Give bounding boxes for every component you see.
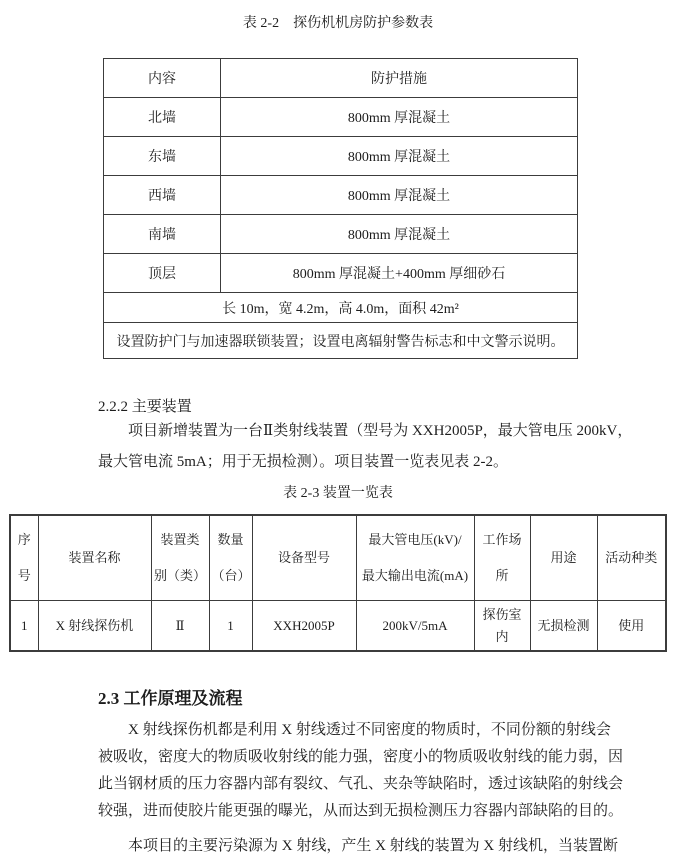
header-line: 数量: [217, 532, 244, 547]
paragraph-line: X 射线探伤机都是利用 X 射线透过不同密度的物质时，不同份额的射线会: [128, 722, 611, 738]
data-line: X 射线探伤机: [55, 617, 134, 633]
header-cell: [252, 515, 356, 601]
safety-note-row: [104, 323, 578, 359]
data-cell: [209, 601, 252, 652]
section-2-3-paragraph-2: [0, 833, 676, 860]
header-cell: [38, 515, 151, 601]
table-row: [104, 98, 578, 137]
data-line: 探伤室: [482, 606, 522, 622]
data-line: 1: [227, 617, 234, 633]
row-label: 北墙: [104, 98, 221, 137]
header-line: 别（类）: [153, 568, 206, 583]
data-cell: [530, 601, 597, 652]
header-line: 装置名称: [68, 550, 121, 565]
header-cell: [474, 515, 530, 601]
paragraph-line: 此当钢材质的压力容器内部有裂纹、气孔、夹杂等缺陷时，透过该缺陷的射线会: [98, 776, 624, 792]
data-cell: [38, 601, 151, 652]
row-label: 顶层: [104, 254, 221, 293]
header-line: （台）: [211, 568, 251, 583]
header-line: 设备型号: [277, 550, 330, 565]
header-cell: [356, 515, 474, 601]
header-cell: [530, 515, 597, 601]
data-line: 无损检测: [537, 617, 590, 633]
header-line: 所: [495, 568, 509, 583]
data-line: Ⅱ: [175, 617, 185, 633]
table-row: [104, 176, 578, 215]
header-line: 序: [17, 532, 31, 547]
paragraph-line: 项目新增装置为一台Ⅱ类射线装置（型号为 XXH2005P，最大管电压 200kV，: [128, 423, 633, 439]
header-line: 最大管电压(kV)/: [368, 532, 462, 547]
row-value: 防护措施: [221, 59, 578, 98]
data-line: 1: [21, 617, 28, 633]
header-cell: [10, 515, 38, 601]
section-2-2-2-heading: 2.2.2 主要装置: [98, 399, 192, 415]
header-line: 最大输出电流(mA): [361, 568, 469, 583]
row-label: 内容: [104, 59, 221, 98]
table-row: [104, 215, 578, 254]
header-line: 用途: [550, 550, 577, 565]
row-label: 东墙: [104, 137, 221, 176]
paragraph-line: 被吸收，密度大的物质吸收射线的能力强，密度小的物质吸收射线的能力弱，因: [98, 749, 624, 765]
device-table-header-row: [10, 515, 666, 601]
data-cell: [151, 601, 209, 652]
data-line: XXH2005P: [273, 617, 335, 633]
row-value: 800mm 厚混凝土+400mm 厚细砂石: [221, 254, 578, 293]
device-list-table: [9, 514, 667, 652]
room-dimensions-row: [104, 293, 578, 323]
row-value: 800mm 厚混凝土: [221, 137, 578, 176]
protection-parameters-table: [103, 58, 578, 359]
paragraph-line: 较强，进而使胶片能更强的曝光，从而达到无损检测压力容器内部缺陷的目的。: [98, 803, 624, 819]
header-line: 号: [17, 568, 31, 583]
section-2-3-heading: 2.3 工作原理及流程: [98, 689, 243, 708]
row-label: 南墙: [104, 215, 221, 254]
section-2-2-2-paragraph: [0, 416, 676, 478]
header-cell: [151, 515, 209, 601]
data-line: 200kV/5mA: [382, 617, 448, 633]
data-line: 使用: [618, 617, 645, 633]
row-label: 西墙: [104, 176, 221, 215]
paragraph-line: 最大管电流 5mA；用于无损检测）。项目装置一览表见表 2-2。: [98, 454, 508, 470]
data-cell: [474, 601, 530, 652]
data-line: 内: [495, 628, 509, 644]
table-2-2-caption: 表 2-2 探伤机机房防护参数表: [242, 16, 434, 31]
data-cell: [597, 601, 666, 652]
header-line: 装置类: [160, 532, 200, 547]
row-value: 800mm 厚混凝土: [221, 215, 578, 254]
data-cell: [356, 601, 474, 652]
paragraph-line: 本项目的主要污染源为 X 射线，产生 X 射线的装置为 X 射线机，当装置断: [128, 838, 619, 854]
table-row: [104, 254, 578, 293]
table-row: [104, 59, 578, 98]
room-dimensions-text: 长 10m，宽 4.2m，高 4.0m，面积 42m²: [104, 293, 578, 323]
header-line: 活动种类: [605, 550, 658, 565]
header-cell: [597, 515, 666, 601]
safety-note-text: 设置防护门与加速器联锁装置；设置电离辐射警告标志和中文警示说明。: [104, 323, 578, 359]
table-2-3-caption: 表 2-3 装置一览表: [283, 486, 393, 501]
data-cell: [252, 601, 356, 652]
row-value: 800mm 厚混凝土: [221, 98, 578, 137]
header-line: 工作场: [482, 532, 522, 547]
row-value: 800mm 厚混凝土: [221, 176, 578, 215]
device-table-data-row: [10, 601, 666, 652]
header-cell: [209, 515, 252, 601]
table-row: [104, 137, 578, 176]
data-cell: [10, 601, 38, 652]
section-2-3-paragraph-1: [0, 717, 676, 825]
